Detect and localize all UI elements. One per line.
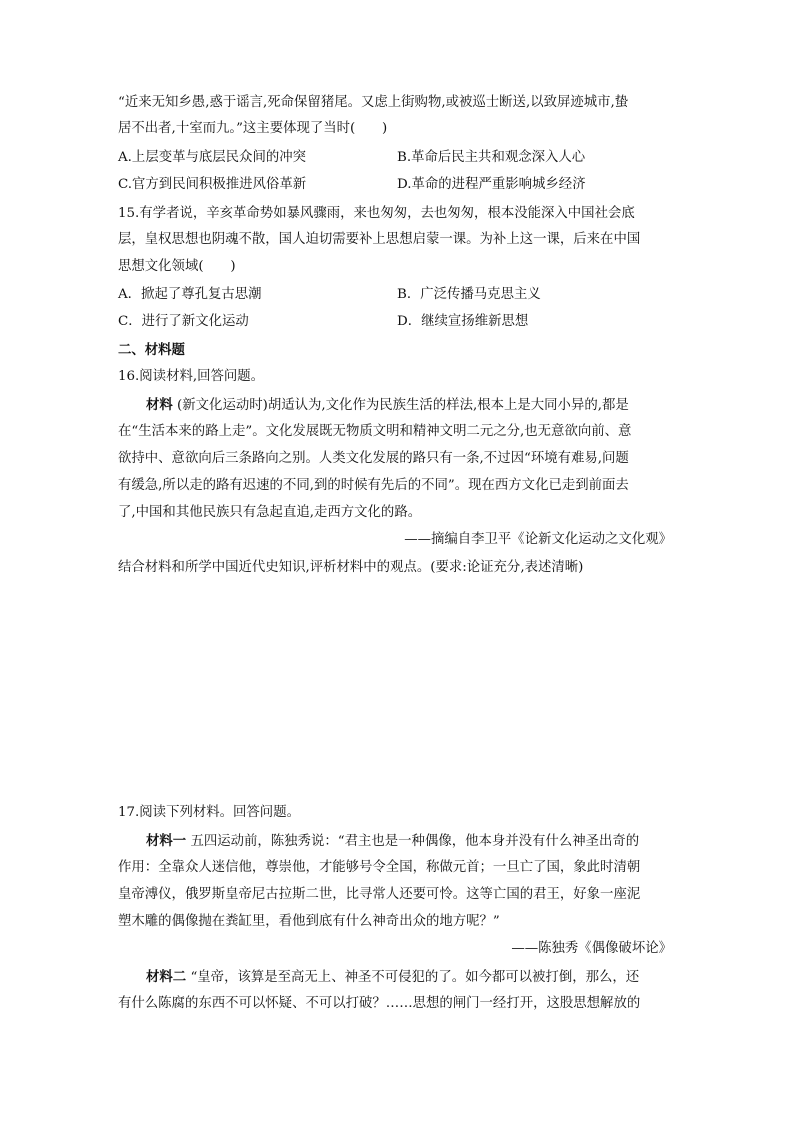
q17-material2-line-1 bbox=[146, 968, 678, 987]
answer-space[interactable] bbox=[118, 590, 678, 790]
q16-material-line-2: 在“生活本来的路上走”。文化发展既无物质文明和精神文明二元之分,也无意欲向前、意 bbox=[118, 424, 632, 439]
q16-material-text-1: (新文化运动时)胡适认为,文化作为民族生活的样法,根本上是大同小异的,都是 bbox=[177, 398, 629, 413]
q17-stem: 17.阅读下列材料。回答问题。 bbox=[118, 805, 300, 820]
q15-option-c[interactable]: C．进行了新文化运动 bbox=[118, 314, 249, 329]
q16-material-label: 材料 bbox=[146, 397, 173, 413]
q17-material1-label: 材料一 bbox=[146, 833, 187, 849]
q16-question: 结合材料和所学中国近代史知识,评析材料中的观点。(要求:论证充分,表述清晰) bbox=[118, 560, 584, 575]
q14-option-b[interactable]: B.革命后民主共和观念深入人心 bbox=[397, 150, 586, 165]
q17-material1-text-1: 五四运动前，陈独秀说：“君主也是一种偶像，他本身并没有什么神圣出奇的 bbox=[190, 834, 640, 849]
q16-material-line-5: 了,中国和其他民族只有急起直追,走西方文化的路。 bbox=[118, 505, 422, 520]
q17-material1-line-2: 作用：全靠众人迷信他，尊崇他，才能够号令全国，称做元首；一旦亡了国，象此时清朝 bbox=[118, 860, 641, 875]
q17-material2-line-2: 有什么陈腐的东西不可以怀疑、不可以打破？……思想的闸门一经打开，这股思想解放的 bbox=[118, 996, 641, 1011]
q14-option-d[interactable]: D.革命的进程严重影响城乡经济 bbox=[397, 177, 586, 192]
q17-material2-text-1: “皇帝，该算是至高无上、神圣不可侵犯的了。如今都可以被打倒，那么，还 bbox=[190, 970, 640, 985]
q16-stem: 16.阅读材料,回答问题。 bbox=[118, 369, 265, 384]
q15-stem-line-3: 思想文化领域( ) bbox=[118, 259, 236, 274]
q14-stem-line-1: “近来无知乡愚,惑于谣言,死命保留猪尾。又虑上街购物,或被巡士断送,以致屏迹城市,蛰 bbox=[118, 95, 629, 110]
q15-option-a[interactable]: A．掀起了尊孔复古思潮 bbox=[118, 287, 262, 302]
q16-source: ——摘编自李卫平《论新文化运动之文化观》 bbox=[404, 532, 672, 547]
q16-material-line-3: 欲持中、意欲向后三条路向之别。人类文化发展的路只有一条,不过因“环境有难易,问题 bbox=[118, 451, 629, 466]
q17-material1-source: ——陈独秀《偶像破坏论》 bbox=[511, 941, 672, 956]
q17-material1-line-3: 皇帝溥仪，俄罗斯皇帝尼古拉斯二世，比寻常人还要可怜。这等亡国的君王，好象一座泥 bbox=[118, 887, 641, 902]
section-title: 二、材料题 bbox=[118, 342, 185, 358]
q17-material2-label: 材料二 bbox=[146, 969, 187, 985]
q14-option-c[interactable]: C.官方到民间积极推进风俗革新 bbox=[118, 177, 307, 192]
q15-stem-line-1: 15.有学者说，辛亥革命势如暴风骤雨，来也匆匆，去也匆匆，根本没能深入中国社会底 bbox=[118, 206, 635, 221]
q14-stem-line-2: 居不出者,十室而九。”这主要体现了当时( ) bbox=[118, 121, 388, 136]
q15-stem-line-2: 层，皇权思想也阴魂不散，国人迫切需要补上思想启蒙一课。为补上这一课，后来在中国 bbox=[118, 232, 641, 247]
q17-material1-line-4: 塑木雕的偶像抛在粪缸里，看他到底有什么神奇出众的地方呢？” bbox=[118, 914, 500, 929]
q16-material-line-1 bbox=[146, 396, 678, 415]
q15-option-d[interactable]: D．继续宣扬维新思想 bbox=[397, 314, 529, 329]
q16-material-line-4: 有缓急,所以走的路有迟速的不同,到的时候有先后的不同”。现在西方文化已走到前面去 bbox=[118, 478, 629, 493]
q17-material1-line-1 bbox=[146, 832, 678, 851]
q15-option-b[interactable]: B．广泛传播马克思主义 bbox=[397, 287, 541, 302]
q14-option-a[interactable]: A.上层变革与底层民众间的冲突 bbox=[118, 150, 307, 165]
